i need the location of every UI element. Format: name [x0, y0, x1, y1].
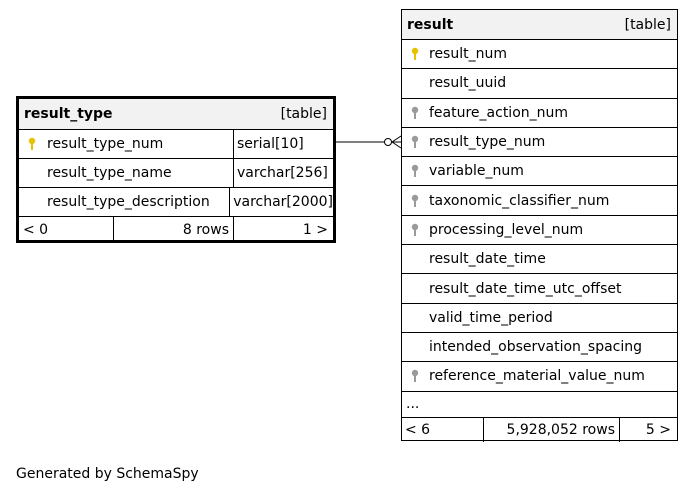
primary-key-icon	[402, 47, 427, 61]
table-result-type[interactable]	[16, 96, 336, 243]
children-count: 5 >	[619, 418, 677, 442]
column-row[interactable]	[19, 188, 333, 217]
column-name: result_type_name	[47, 165, 172, 181]
column-name: result_type_num	[429, 134, 546, 151]
column-name: result_date_time_utc_offset	[429, 280, 622, 297]
row-count: 8 rows	[113, 217, 233, 243]
column-type-cell	[229, 188, 333, 216]
column-name-cell	[19, 159, 233, 187]
column-name: result_uuid	[429, 75, 507, 92]
table-name: result	[407, 16, 454, 33]
column-name: variable_num	[429, 163, 524, 180]
more-columns-indicator: ...	[402, 392, 677, 418]
column-name: result_type_num	[47, 136, 164, 152]
column-type: serial[10]	[237, 136, 304, 152]
column-name: intended_observation_spacing	[429, 339, 643, 356]
column-name: result_num	[429, 46, 507, 63]
column-row[interactable]	[19, 159, 333, 188]
table-stats-row	[402, 418, 677, 442]
table-header	[402, 10, 677, 40]
column-type-cell	[233, 159, 333, 187]
table-name: result_type	[24, 106, 113, 122]
column-name-cell	[19, 130, 233, 158]
foreign-key-icon	[402, 194, 427, 208]
table-kind: [table]	[624, 16, 671, 33]
column-row[interactable]	[402, 157, 677, 186]
foreign-key-icon	[402, 164, 427, 178]
table-header	[19, 99, 333, 130]
column-type: varchar[256]	[237, 165, 328, 181]
column-name: reference_material_value_num	[429, 368, 645, 385]
zero-cardinality-marker	[385, 139, 392, 146]
column-row[interactable]	[402, 216, 677, 245]
crowfoot-upper	[392, 136, 401, 142]
primary-key-icon	[19, 137, 45, 151]
column-name: valid_time_period	[429, 309, 553, 326]
parents-count: < 6	[405, 421, 431, 438]
foreign-key-icon	[402, 106, 427, 120]
foreign-key-icon	[402, 369, 427, 383]
column-type-cell	[233, 130, 333, 158]
column-type: varchar[2000]	[233, 194, 333, 210]
column-row[interactable]	[402, 362, 677, 391]
column-row[interactable]	[402, 99, 677, 128]
column-row[interactable]	[402, 304, 677, 333]
column-row[interactable]	[402, 274, 677, 303]
column-name: processing_level_num	[429, 221, 584, 238]
column-row[interactable]	[19, 130, 333, 159]
generated-by-label: Generated by SchemaSpy	[16, 466, 199, 482]
column-name: feature_action_num	[429, 104, 569, 121]
foreign-key-icon	[402, 135, 427, 149]
foreign-key-icon	[402, 223, 427, 237]
column-row[interactable]	[402, 245, 677, 274]
column-row[interactable]	[402, 186, 677, 215]
column-name: taxonomic_classifier_num	[429, 192, 610, 209]
table-kind: [table]	[280, 106, 327, 122]
column-row[interactable]	[402, 40, 677, 69]
column-row[interactable]	[402, 69, 677, 98]
column-row[interactable]	[402, 128, 677, 157]
table-stats-row	[19, 217, 333, 243]
table-result[interactable]	[401, 9, 678, 441]
crowfoot-lower	[392, 142, 401, 148]
column-name: result_date_time	[429, 251, 546, 268]
column-name: result_type_description	[47, 194, 210, 210]
parents-count: < 0	[23, 222, 49, 238]
children-count: 1 >	[233, 217, 333, 243]
row-count: 5,928,052 rows	[483, 418, 619, 442]
column-row[interactable]	[402, 333, 677, 362]
column-name-cell	[19, 188, 229, 216]
